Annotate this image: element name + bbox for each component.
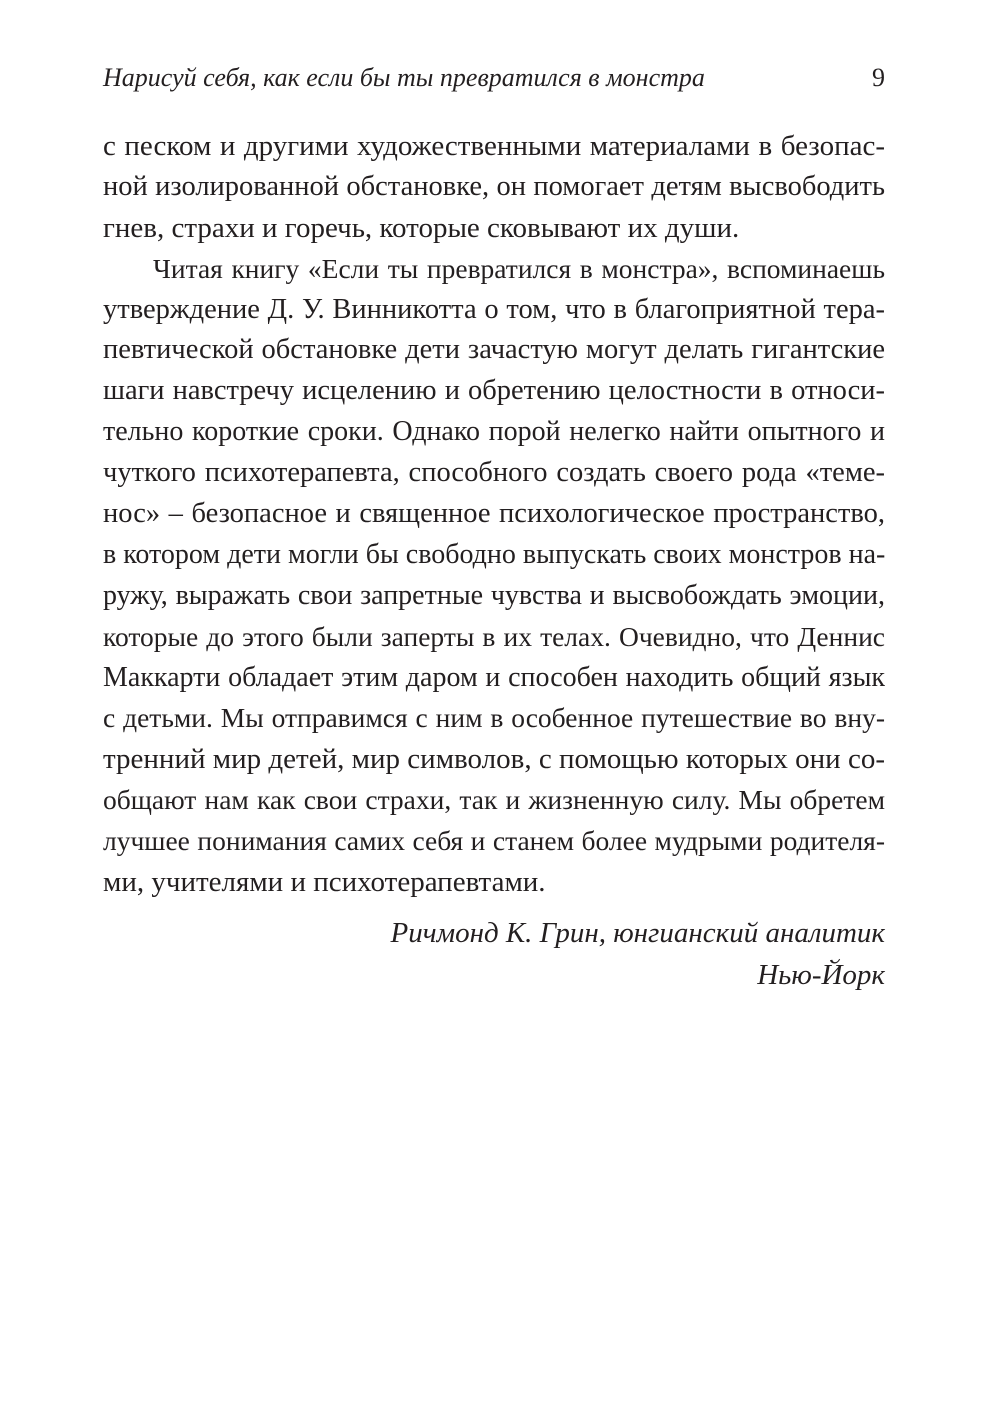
- text-line: Маккарти обладает этим даром и способен находить общий язык: [103, 661, 885, 693]
- paragraph: [103, 126, 885, 249]
- text-line: нос» – безопасное и священное психологическое пространство,: [103, 498, 885, 530]
- text-line: с песком и другими художественными материалами в безопас-: [103, 130, 885, 162]
- paragraph: [103, 249, 885, 903]
- body-text: [103, 126, 885, 903]
- text-line: утверждение Д. У. Винникотта о том, что в благоприятной тера-: [103, 293, 885, 325]
- text-line: общают нам как свои страхи, так и жизненную силу. Мы обретем: [103, 784, 885, 816]
- page-number: 9: [872, 63, 885, 92]
- running-head: [103, 58, 885, 98]
- text-line: с детьми. Мы отправимся с ним в особенное путешествие во вну-: [103, 702, 885, 734]
- text-line: ми, учителями и психотерапевтами.: [103, 866, 546, 899]
- text-line: шаги навстречу исцелению и обретению целостности в относи-: [103, 375, 885, 407]
- signature-city: Нью-Йорк: [757, 959, 885, 991]
- text-line: ружу, выражать свои запретные чувства и высвобождать эмоции,: [103, 579, 885, 611]
- signature: [391, 912, 885, 996]
- text-line: гнев, страхи и горечь, которые сковывают их души.: [103, 211, 740, 244]
- signature-author: Ричмонд К. Грин, юнгианский аналитик: [390, 917, 885, 949]
- text-line: в котором дети могли бы свободно выпускать своих монстров на-: [103, 538, 886, 570]
- text-line: Читая книгу «Если ты превратился в монстра», вспоминаешь: [153, 252, 885, 284]
- text-line: лучшее понимания самих себя и станем более мудрыми родителя-: [103, 825, 885, 857]
- text-line: тельно короткие сроки. Однако порой нелегко найти опытного и: [103, 416, 885, 448]
- text-line: певтической обстановке дети зачастую могут делать гигантские: [103, 334, 885, 366]
- text-line: ной изолированной обстановке, он помогает детям высвободить: [103, 170, 885, 202]
- text-line: тренний мир детей, мир символов, с помощью которых они со-: [103, 743, 885, 776]
- running-title: Нарисуй себя, как если бы ты превратился в монстра: [103, 63, 705, 92]
- text-line: чуткого психотерапевта, способного создать своего рода «теме-: [103, 457, 885, 489]
- text-line: которые до этого были заперты в их телах. Очевидно, что Деннис: [103, 620, 885, 652]
